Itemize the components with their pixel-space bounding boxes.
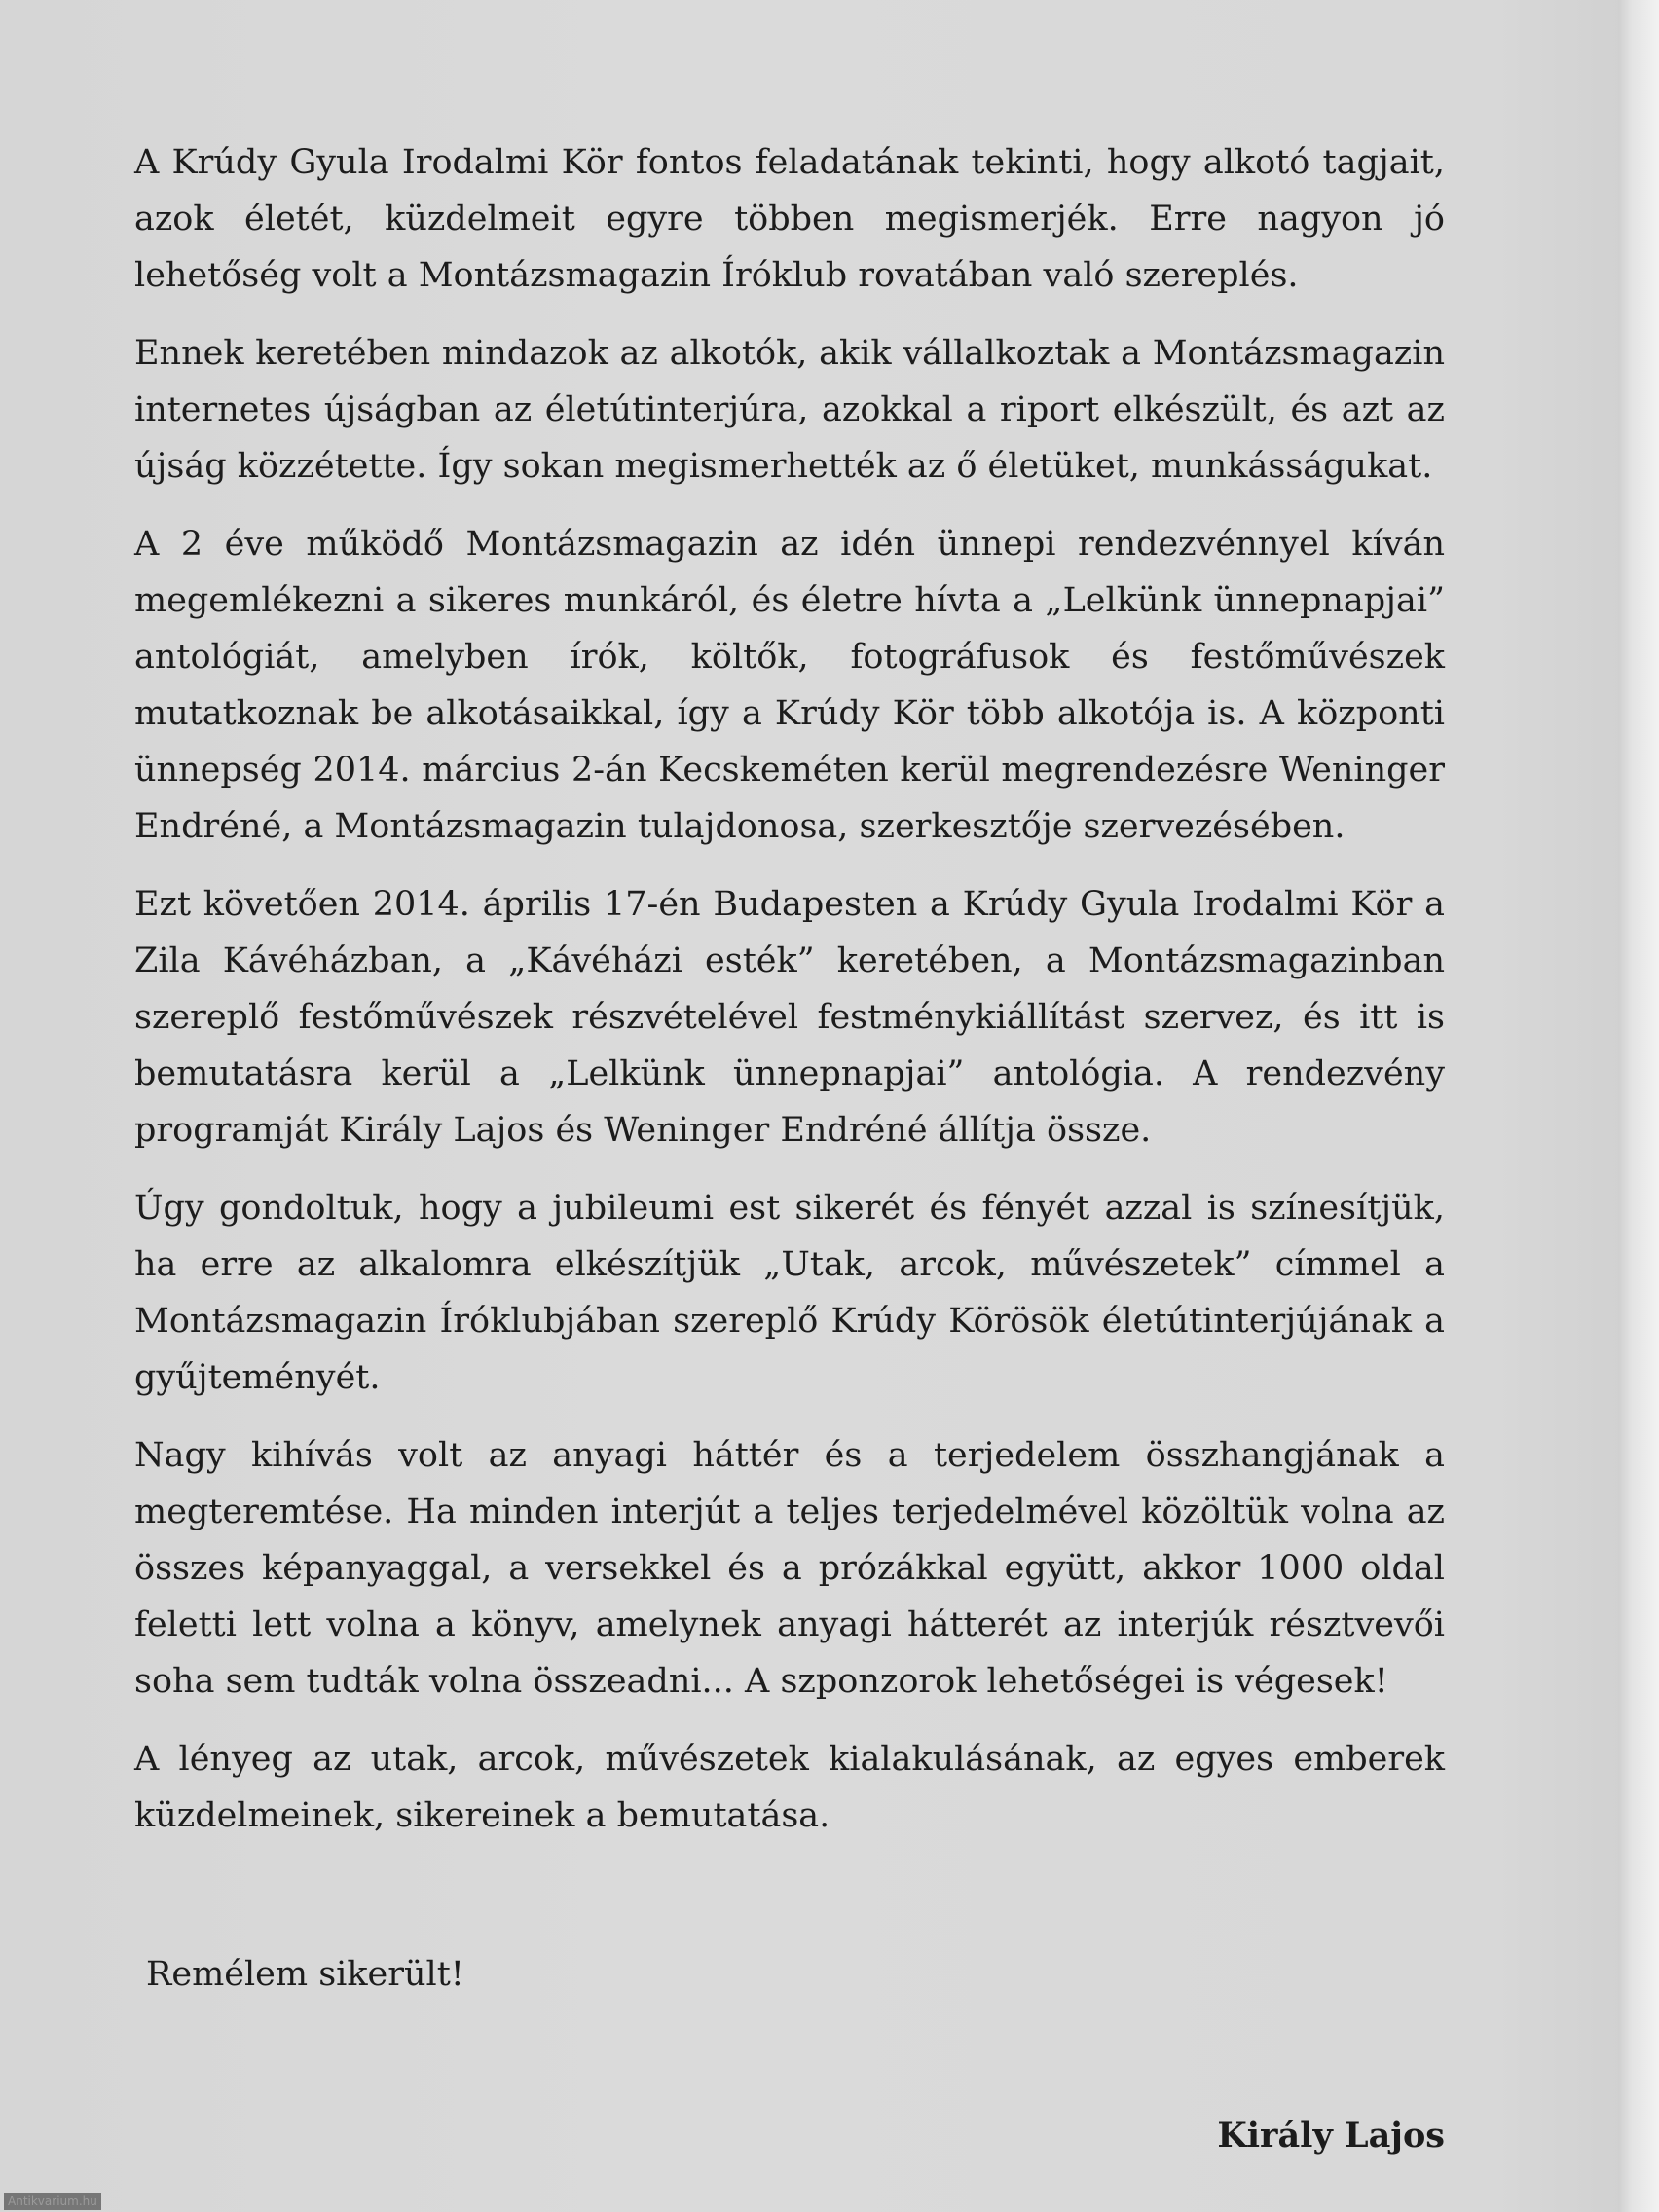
paragraph-5: Úgy gondoltuk, hogy a jubileumi est sikerét és fényét azzal is színesítjük, ha erre az alkalomra elkészítjük „Utak, arcok, művészetek” címmel a Montázsmagazin Íróklubjában szereplő Krúdy Körösök életútinterjújának a gyűjteményét. [134,1189,1445,1397]
paragraph-3: A 2 éve működő Montázsmagazin az idén ünnepi rendezvénnyel kíván megemlékezni a sikeres munkáról, és életre hívta a „Lelkünk ünnepnapjai” antológiát, amelyben írók, költők, fotográfusok és festőművészek mutatkoznak be alkotásaikkal, így a Krúdy Kör több alkotója is. A központi ünnepség 2014. március 2-án Kecskeméten kerül megrendezésre Weninger Endréné, a Montázsmagazin tulajdonosa, szerkesztője szervezésében. [134,525,1445,846]
watermark: Antikvarium.hu [4,2193,101,2210]
author-signature: Király Lajos [1217,2116,1445,2156]
body-text [134,134,1445,1865]
paragraph-6: Nagy kihívás volt az anyagi háttér és a terjedelem összhangjának a megteremtése. Ha minden interjút a teljes terjedelmével közöltük volna az összes képanyaggal, a versekkel és a prózákkal együtt, akkor 1000 oldal feletti lett volna a könyv, amelynek anyagi hátterét az interjúk résztvevői soha sem tudták volna összeadni... A szponzorok lehetőségei is végesek! [134,1436,1445,1701]
closing-line: Remélem sikerült! [146,1955,464,1994]
paragraph-7: A lényeg az utak, arcok, művészetek kialakulásának, az egyes emberek küzdelmeinek, sikereinek a bemutatása. [134,1740,1445,1835]
paragraph-2: Ennek keretében mindazok az alkotók, akik vállalkoztak a Montázsmagazin internetes újságban az életútinterjúra, azokkal a riport elkészült, és azt az újság közzétette. Így sokan megismerhették az ő életüket, munkásságukat. [134,334,1445,486]
paragraph-4: Ezt követően 2014. április 17-én Budapesten a Krúdy Gyula Irodalmi Kör a Zila Kávéházban, a „Kávéházi esték” keretében, a Montázsmagazinban szereplő festőművészek részvételével festménykiállítást szervez, és itt is bemutatásra kerül a „Lelkünk ünnepnapjai” antológia. A rendezvény programját Király Lajos és Weninger Endréné állítja össze. [134,885,1445,1150]
paragraph-1: A Krúdy Gyula Irodalmi Kör fontos feladatának tekinti, hogy alkotó tagjait, azok életét, küzdelmeit egyre többen megismerjék. Erre nagyon jó lehetőség volt a Montázsmagazin Íróklub rovatában való szereplés. [134,143,1445,295]
page-edge-shadow [1618,0,1659,2212]
